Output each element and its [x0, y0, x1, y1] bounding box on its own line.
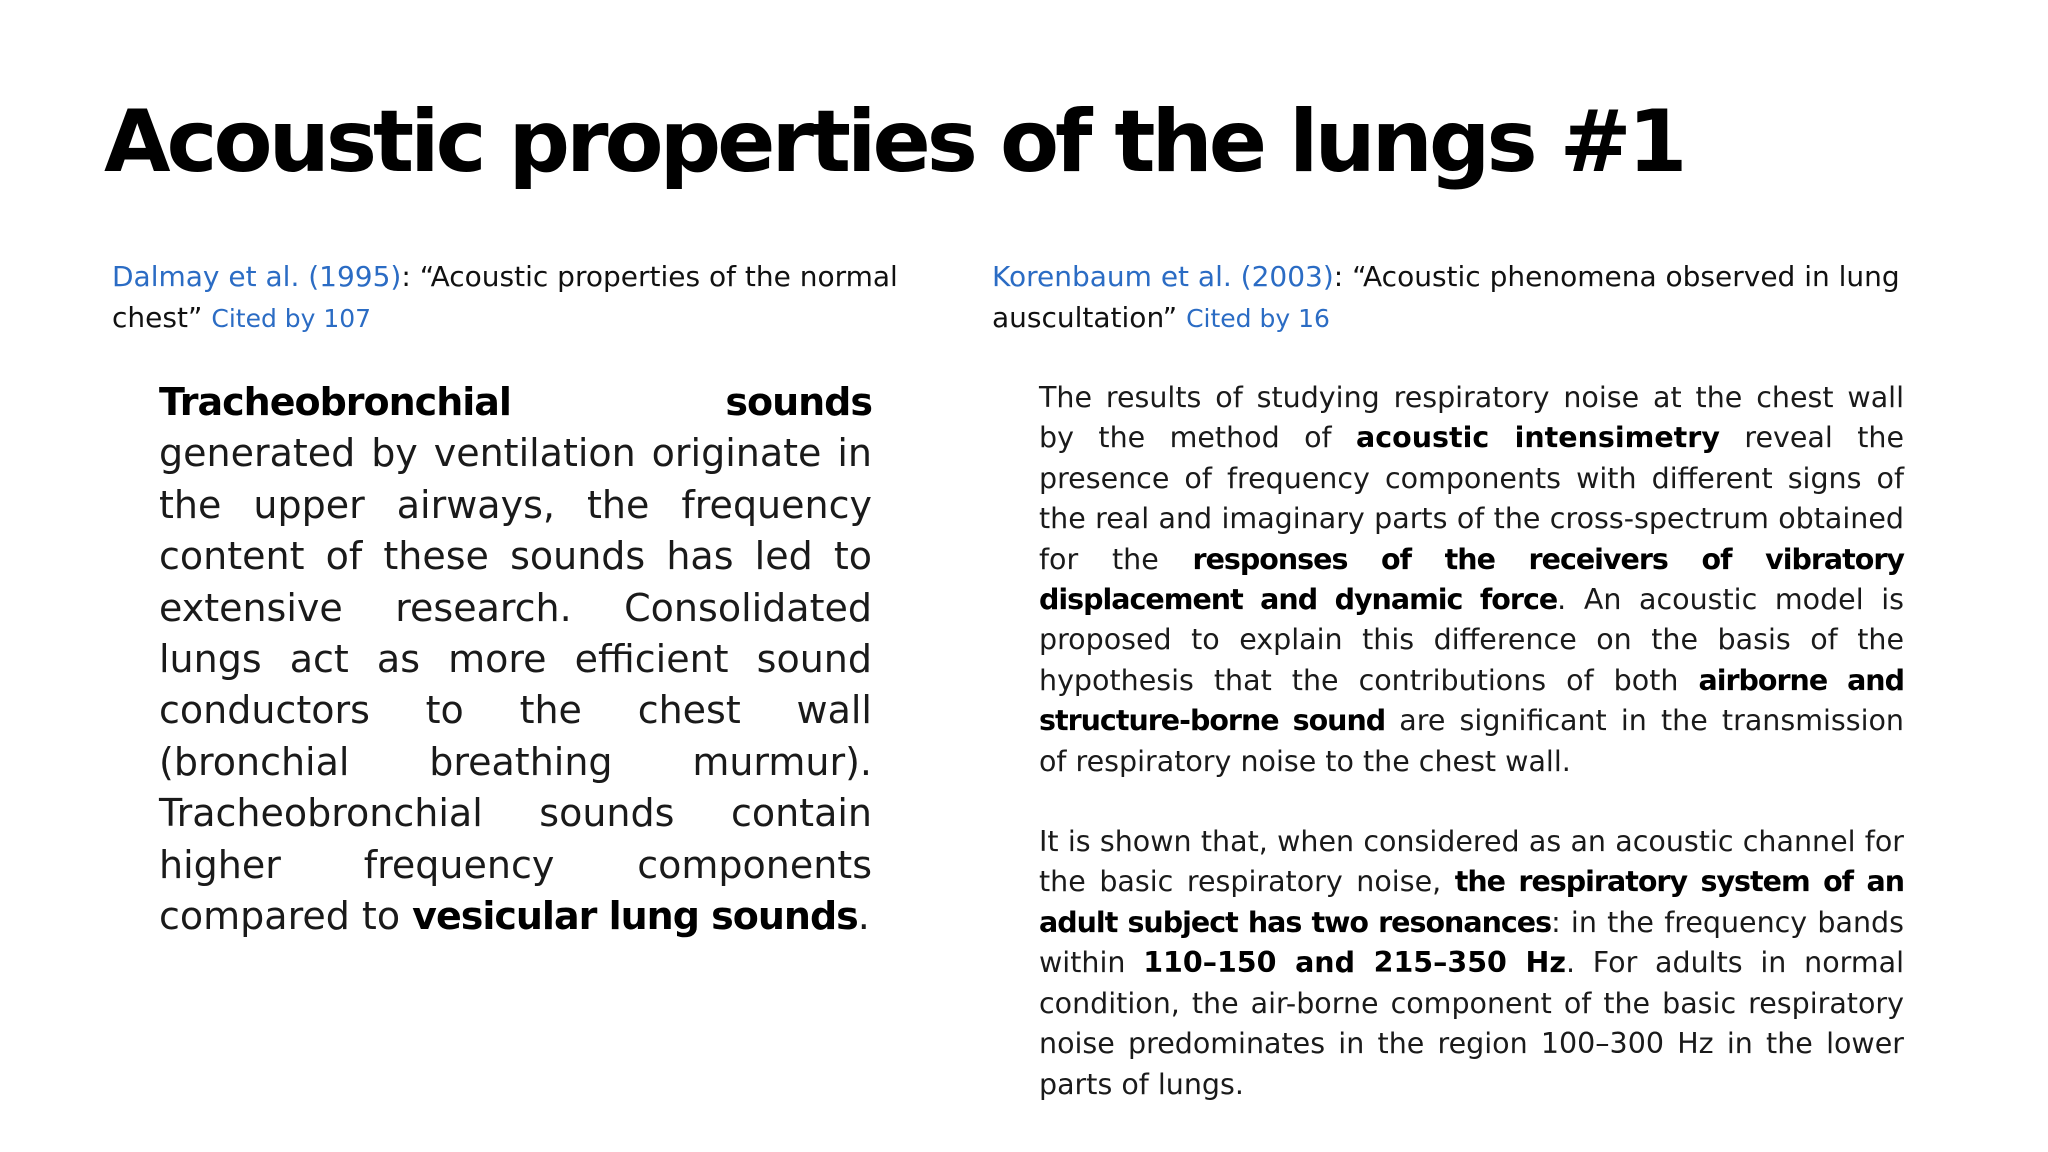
right-p1-text-2: reveal the presence of frequency components with different signs of the real and imaginary parts of the cross-spectrum obtained for the [1039, 421, 1904, 576]
right-reference-title: “Acoustic phenomena observed in lung auscultation” [992, 260, 1900, 334]
right-p2-text-1: It is shown that, when considered as an acoustic channel for the basic respiratory noise, [1039, 825, 1904, 899]
right-p1-text-1: The results of studying respiratory noise at the chest wall by the method of [1039, 381, 1904, 455]
right-summary [1039, 378, 1904, 1105]
right-paragraph-1 [1039, 378, 1904, 782]
right-p1-text-4: are significant in the transmission of respiratory noise to the chest wall. [1039, 704, 1904, 778]
left-bold-term-2: vesicular lung sounds [412, 894, 858, 939]
right-p2-text-3: . For adults in normal condition, the air-borne component of the basic respiratory noise predominates in the region 100–300 Hz in the lower parts of lungs. [1039, 946, 1904, 1101]
left-reference-author[interactable]: Dalmay et al. (1995) [112, 260, 402, 293]
slide-title: Acoustic properties of the lungs #1 [104, 92, 1684, 192]
right-p1-bold-1: acoustic intensimetry [1356, 421, 1720, 455]
right-p2-bold-2: 110–150 and 215–350 Hz [1143, 946, 1566, 980]
right-p1-bold-3: airborne and structure-borne sound [1039, 663, 1904, 738]
left-bold-term-1: Tracheobronchial sounds [159, 380, 872, 424]
right-p2-text-2: : in the frequency bands within [1039, 905, 1904, 980]
right-reference-cited-by[interactable]: Cited by 16 [1186, 304, 1330, 333]
right-paragraph-2 [1039, 822, 1904, 1105]
left-summary-paragraph [159, 377, 872, 942]
left-text-2: . [857, 894, 870, 939]
right-p2-bold-1: the respiratory system of an adult subject has two resonances [1039, 865, 1904, 939]
right-p1-bold-2: responses of the receivers of vibratory displacement and dynamic force [1039, 542, 1904, 617]
right-reference [992, 256, 1932, 339]
left-reference-title: “Acoustic properties of the normal chest” [112, 260, 898, 334]
right-reference-separator: : [1333, 260, 1353, 293]
left-text-1: generated by ventilation originate in the upper airways, the frequency content of these sounds has led to extensive research. Consolidated lungs act as more efficient sound conductors to the chest wall (bronchial breathing murmur). Tracheobronchial sounds contain higher frequency components compared to [159, 431, 872, 939]
left-reference-cited-by[interactable]: Cited by 107 [211, 304, 372, 333]
left-reference [112, 256, 912, 339]
right-reference-author[interactable]: Korenbaum et al. (2003) [992, 260, 1334, 293]
left-reference-separator: : [401, 260, 420, 293]
right-p1-text-3: . An acoustic model is proposed to explain this difference on the basis of the hypothesis that the contributions of both [1039, 583, 1904, 697]
